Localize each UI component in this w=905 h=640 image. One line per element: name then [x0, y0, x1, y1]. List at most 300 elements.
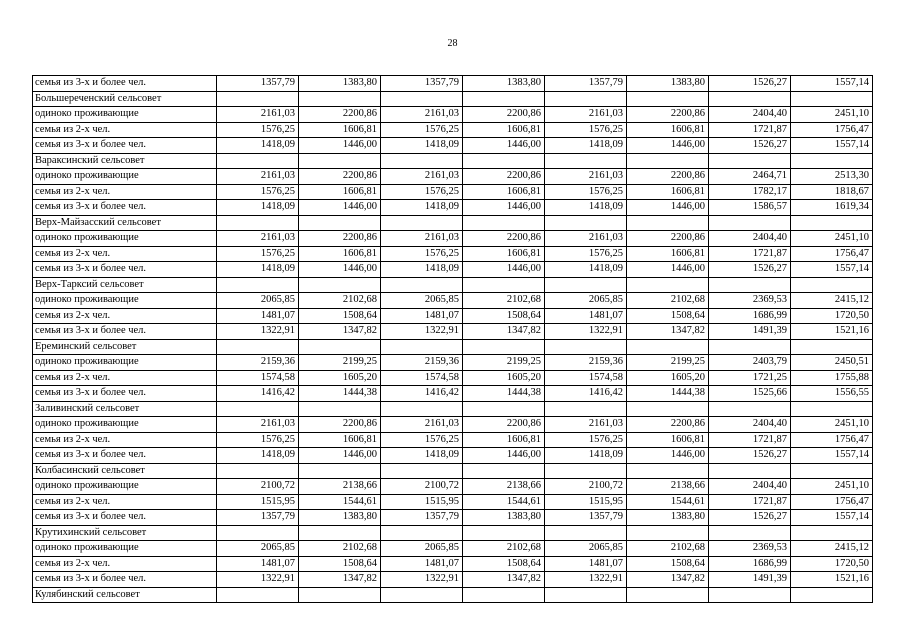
value-cell [791, 339, 873, 355]
value-cell: 2404,40 [709, 417, 791, 433]
value-cell: 2415,12 [791, 541, 873, 557]
value-cell: 2065,85 [217, 541, 299, 557]
section-header-row [33, 587, 873, 603]
value-cell: 2065,85 [381, 541, 463, 557]
value-cell [381, 153, 463, 169]
value-cell: 2451,10 [791, 479, 873, 495]
row-label: одиноко проживающие [33, 107, 217, 123]
value-cell [299, 339, 381, 355]
section-name: Верх-Майзасский сельсовет [33, 215, 217, 231]
value-cell: 1756,47 [791, 122, 873, 138]
value-cell: 1446,00 [627, 262, 709, 278]
value-cell [299, 277, 381, 293]
value-cell: 1446,00 [299, 200, 381, 216]
value-cell: 1508,64 [463, 308, 545, 324]
value-cell [217, 91, 299, 107]
table-row [33, 231, 873, 247]
value-cell [299, 215, 381, 231]
value-cell: 2161,03 [381, 169, 463, 185]
value-cell [463, 401, 545, 417]
value-cell [545, 525, 627, 541]
value-cell: 1576,25 [381, 122, 463, 138]
value-cell: 2102,68 [299, 293, 381, 309]
value-cell: 1720,50 [791, 308, 873, 324]
value-cell: 1606,81 [299, 122, 381, 138]
value-cell [627, 525, 709, 541]
value-cell: 2200,86 [627, 169, 709, 185]
value-cell: 2369,53 [709, 293, 791, 309]
value-cell: 1508,64 [463, 556, 545, 572]
value-cell: 1416,42 [545, 386, 627, 402]
table-row [33, 432, 873, 448]
row-label: одиноко проживающие [33, 355, 217, 371]
value-cell: 1446,00 [627, 138, 709, 154]
value-cell [299, 91, 381, 107]
value-cell: 1526,27 [709, 138, 791, 154]
value-cell: 1357,79 [545, 76, 627, 92]
value-cell: 2161,03 [381, 107, 463, 123]
row-label: семья из 3-х и более чел. [33, 386, 217, 402]
value-cell: 1586,57 [709, 200, 791, 216]
row-label: семья из 2-х чел. [33, 122, 217, 138]
value-cell [791, 525, 873, 541]
row-label: семья из 3-х и более чел. [33, 448, 217, 464]
value-cell: 1576,25 [217, 432, 299, 448]
value-cell: 1418,09 [217, 262, 299, 278]
value-cell: 1418,09 [217, 448, 299, 464]
value-cell: 1576,25 [217, 246, 299, 262]
value-cell: 1418,09 [545, 138, 627, 154]
value-cell [381, 525, 463, 541]
value-cell: 2065,85 [217, 293, 299, 309]
row-label: семья из 2-х чел. [33, 308, 217, 324]
section-header-row [33, 153, 873, 169]
value-cell [463, 587, 545, 603]
value-cell [709, 215, 791, 231]
value-cell: 2200,86 [299, 417, 381, 433]
section-header-row [33, 277, 873, 293]
value-cell [791, 215, 873, 231]
table-row [33, 355, 873, 371]
table-row [33, 556, 873, 572]
value-cell: 1557,14 [791, 76, 873, 92]
value-cell [381, 91, 463, 107]
value-cell: 1576,25 [545, 432, 627, 448]
value-cell: 2404,40 [709, 107, 791, 123]
value-cell: 1446,00 [627, 448, 709, 464]
value-cell: 1357,79 [381, 76, 463, 92]
value-cell: 1515,95 [381, 494, 463, 510]
value-cell: 2100,72 [381, 479, 463, 495]
value-cell: 2161,03 [381, 231, 463, 247]
value-cell: 1574,58 [381, 370, 463, 386]
value-cell: 1446,00 [299, 448, 381, 464]
value-cell: 1721,87 [709, 432, 791, 448]
section-name: Крутихинский сельсовет [33, 525, 217, 541]
value-cell: 1521,16 [791, 324, 873, 340]
value-cell: 1357,79 [217, 76, 299, 92]
table-row [33, 184, 873, 200]
value-cell: 1756,47 [791, 246, 873, 262]
value-cell: 1347,82 [299, 572, 381, 588]
value-cell: 1526,27 [709, 262, 791, 278]
value-cell: 1605,20 [463, 370, 545, 386]
value-cell: 1508,64 [299, 556, 381, 572]
value-cell: 1446,00 [299, 138, 381, 154]
row-label: семья из 3-х и более чел. [33, 76, 217, 92]
value-cell: 1418,09 [381, 448, 463, 464]
value-cell: 1782,17 [709, 184, 791, 200]
value-cell: 2369,53 [709, 541, 791, 557]
value-cell: 1606,81 [463, 432, 545, 448]
value-cell [299, 525, 381, 541]
row-label: одиноко проживающие [33, 169, 217, 185]
table-row [33, 386, 873, 402]
value-cell [381, 215, 463, 231]
value-cell: 2513,30 [791, 169, 873, 185]
value-cell: 1383,80 [463, 510, 545, 526]
value-cell: 1481,07 [217, 308, 299, 324]
value-cell [627, 463, 709, 479]
value-cell: 2451,10 [791, 107, 873, 123]
value-cell: 2200,86 [299, 169, 381, 185]
section-name: Большереченский сельсовет [33, 91, 217, 107]
value-cell: 1347,82 [299, 324, 381, 340]
value-cell: 2200,86 [463, 417, 545, 433]
value-cell: 2065,85 [545, 293, 627, 309]
value-cell: 1619,34 [791, 200, 873, 216]
value-cell: 1606,81 [627, 246, 709, 262]
section-name: Заливинский сельсовет [33, 401, 217, 417]
value-cell [545, 587, 627, 603]
value-cell: 1526,27 [709, 510, 791, 526]
value-cell: 1755,88 [791, 370, 873, 386]
value-cell: 1491,39 [709, 324, 791, 340]
value-cell: 1357,79 [217, 510, 299, 526]
row-label: семья из 3-х и более чел. [33, 262, 217, 278]
row-label: семья из 3-х и более чел. [33, 510, 217, 526]
section-header-row [33, 215, 873, 231]
value-cell: 1347,82 [627, 572, 709, 588]
value-cell: 1544,61 [463, 494, 545, 510]
value-cell [463, 525, 545, 541]
value-cell: 1444,38 [463, 386, 545, 402]
value-cell: 1481,07 [545, 556, 627, 572]
value-cell: 1521,16 [791, 572, 873, 588]
value-cell: 1508,64 [299, 308, 381, 324]
value-cell: 2200,86 [627, 107, 709, 123]
value-cell: 1418,09 [545, 262, 627, 278]
value-cell: 1444,38 [627, 386, 709, 402]
value-cell [627, 91, 709, 107]
value-cell: 2161,03 [545, 417, 627, 433]
value-cell [381, 339, 463, 355]
value-cell [627, 153, 709, 169]
value-cell: 1526,27 [709, 448, 791, 464]
value-cell [791, 153, 873, 169]
value-cell [709, 91, 791, 107]
section-name: Кулябинский сельсовет [33, 587, 217, 603]
value-cell: 1322,91 [217, 572, 299, 588]
row-label: семья из 2-х чел. [33, 494, 217, 510]
value-cell: 1491,39 [709, 572, 791, 588]
value-cell: 2161,03 [545, 107, 627, 123]
table-row [33, 107, 873, 123]
row-label: одиноко проживающие [33, 417, 217, 433]
value-cell: 1383,80 [627, 76, 709, 92]
row-label: семья из 3-х и более чел. [33, 138, 217, 154]
value-cell: 2450,51 [791, 355, 873, 371]
value-cell: 2102,68 [627, 541, 709, 557]
value-cell [381, 587, 463, 603]
value-cell: 1322,91 [381, 324, 463, 340]
row-label: одиноко проживающие [33, 231, 217, 247]
value-cell [463, 277, 545, 293]
value-cell: 2159,36 [545, 355, 627, 371]
value-cell: 1418,09 [381, 262, 463, 278]
table-row [33, 479, 873, 495]
value-cell: 1446,00 [463, 448, 545, 464]
value-cell: 1481,07 [217, 556, 299, 572]
row-label: семья из 2-х чел. [33, 246, 217, 262]
value-cell: 2065,85 [381, 293, 463, 309]
table-row [33, 541, 873, 557]
value-cell: 1383,80 [463, 76, 545, 92]
value-cell: 1508,64 [627, 556, 709, 572]
section-header-row [33, 339, 873, 355]
value-cell: 1347,82 [463, 572, 545, 588]
value-cell: 1721,25 [709, 370, 791, 386]
value-cell: 1606,81 [627, 122, 709, 138]
row-label: семья из 3-х и более чел. [33, 200, 217, 216]
value-cell [791, 463, 873, 479]
row-label: одиноко проживающие [33, 293, 217, 309]
value-cell [709, 277, 791, 293]
table-row [33, 448, 873, 464]
value-cell: 1557,14 [791, 138, 873, 154]
table-row [33, 324, 873, 340]
value-cell: 2161,03 [381, 417, 463, 433]
value-cell: 1606,81 [299, 184, 381, 200]
value-cell [217, 463, 299, 479]
value-cell [299, 463, 381, 479]
value-cell [791, 401, 873, 417]
value-cell: 2161,03 [545, 169, 627, 185]
value-cell: 1508,64 [627, 308, 709, 324]
value-cell [217, 215, 299, 231]
value-cell: 1576,25 [381, 184, 463, 200]
value-cell [381, 401, 463, 417]
value-cell: 1416,42 [381, 386, 463, 402]
value-cell [627, 587, 709, 603]
value-cell: 1481,07 [381, 308, 463, 324]
value-cell: 1515,95 [217, 494, 299, 510]
value-cell [217, 401, 299, 417]
row-label: одиноко проживающие [33, 479, 217, 495]
value-cell [791, 277, 873, 293]
value-cell: 2138,66 [299, 479, 381, 495]
tariff-table [32, 75, 873, 603]
value-cell: 1322,91 [381, 572, 463, 588]
row-label: семья из 2-х чел. [33, 370, 217, 386]
value-cell: 1322,91 [545, 324, 627, 340]
table-row [33, 262, 873, 278]
value-cell: 1418,09 [217, 200, 299, 216]
table-row [33, 122, 873, 138]
value-cell: 2161,03 [217, 417, 299, 433]
value-cell: 1605,20 [299, 370, 381, 386]
value-cell: 2200,86 [463, 107, 545, 123]
value-cell: 1544,61 [627, 494, 709, 510]
value-cell [627, 215, 709, 231]
value-cell: 1446,00 [463, 262, 545, 278]
value-cell: 2404,40 [709, 479, 791, 495]
table-row [33, 200, 873, 216]
value-cell: 1606,81 [463, 122, 545, 138]
value-cell: 2159,36 [217, 355, 299, 371]
value-cell: 1606,81 [463, 184, 545, 200]
value-cell: 1446,00 [299, 262, 381, 278]
value-cell: 2200,86 [463, 169, 545, 185]
value-cell: 2102,68 [627, 293, 709, 309]
value-cell: 2102,68 [463, 293, 545, 309]
value-cell [545, 215, 627, 231]
value-cell: 1686,99 [709, 556, 791, 572]
value-cell [545, 153, 627, 169]
value-cell: 1322,91 [545, 572, 627, 588]
value-cell: 1818,67 [791, 184, 873, 200]
value-cell: 1544,61 [299, 494, 381, 510]
value-cell: 2138,66 [463, 479, 545, 495]
value-cell: 1606,81 [463, 246, 545, 262]
value-cell: 1481,07 [381, 556, 463, 572]
value-cell: 1526,27 [709, 76, 791, 92]
value-cell: 1357,79 [545, 510, 627, 526]
value-cell: 1606,81 [299, 432, 381, 448]
value-cell: 1515,95 [545, 494, 627, 510]
value-cell: 1446,00 [463, 138, 545, 154]
value-cell: 2161,03 [217, 231, 299, 247]
value-cell: 1756,47 [791, 432, 873, 448]
table-row [33, 417, 873, 433]
table-row [33, 246, 873, 262]
value-cell [545, 277, 627, 293]
value-cell: 1576,25 [217, 122, 299, 138]
value-cell: 2415,12 [791, 293, 873, 309]
value-cell [463, 153, 545, 169]
value-cell: 1347,82 [627, 324, 709, 340]
section-header-row [33, 525, 873, 541]
value-cell [545, 339, 627, 355]
row-label: семья из 2-х чел. [33, 184, 217, 200]
section-header-row [33, 463, 873, 479]
value-cell [627, 339, 709, 355]
page-number: 28 [447, 38, 458, 49]
section-header-row [33, 91, 873, 107]
section-name: Колбасинский сельсовет [33, 463, 217, 479]
value-cell: 1383,80 [299, 510, 381, 526]
value-cell: 1576,25 [217, 184, 299, 200]
value-cell: 1574,58 [545, 370, 627, 386]
value-cell: 2200,86 [299, 231, 381, 247]
table-row [33, 76, 873, 92]
value-cell [299, 401, 381, 417]
value-cell: 1605,20 [627, 370, 709, 386]
value-cell: 2464,71 [709, 169, 791, 185]
value-cell: 2100,72 [217, 479, 299, 495]
row-label: семья из 2-х чел. [33, 556, 217, 572]
row-label: семья из 2-х чел. [33, 432, 217, 448]
value-cell [709, 463, 791, 479]
value-cell [381, 463, 463, 479]
value-cell: 1556,55 [791, 386, 873, 402]
value-cell [791, 91, 873, 107]
value-cell: 2102,68 [463, 541, 545, 557]
value-cell: 2200,86 [463, 231, 545, 247]
value-cell [545, 91, 627, 107]
value-cell: 1444,38 [299, 386, 381, 402]
table-row [33, 494, 873, 510]
value-cell [709, 587, 791, 603]
value-cell: 1322,91 [217, 324, 299, 340]
value-cell: 2200,86 [627, 417, 709, 433]
value-cell: 2200,86 [627, 231, 709, 247]
value-cell: 1721,87 [709, 246, 791, 262]
value-cell [463, 339, 545, 355]
table-row [33, 572, 873, 588]
value-cell: 1721,87 [709, 122, 791, 138]
value-cell: 1418,09 [381, 200, 463, 216]
value-cell [299, 153, 381, 169]
section-name: Вараксинский сельсовет [33, 153, 217, 169]
value-cell [545, 401, 627, 417]
value-cell [217, 525, 299, 541]
value-cell: 1446,00 [463, 200, 545, 216]
value-cell: 2403,79 [709, 355, 791, 371]
value-cell: 2161,03 [545, 231, 627, 247]
row-label: семья из 3-х и более чел. [33, 572, 217, 588]
row-label: семья из 3-х и более чел. [33, 324, 217, 340]
value-cell: 1720,50 [791, 556, 873, 572]
value-cell: 2161,03 [217, 107, 299, 123]
row-label: одиноко проживающие [33, 541, 217, 557]
value-cell: 1576,25 [545, 184, 627, 200]
value-cell [463, 215, 545, 231]
value-cell [217, 277, 299, 293]
table-row [33, 510, 873, 526]
value-cell [627, 401, 709, 417]
section-name: Ереминский сельсовет [33, 339, 217, 355]
section-name: Верх-Тарксий сельсовет [33, 277, 217, 293]
value-cell: 2451,10 [791, 231, 873, 247]
value-cell: 2100,72 [545, 479, 627, 495]
value-cell: 2199,25 [627, 355, 709, 371]
value-cell: 1721,87 [709, 494, 791, 510]
value-cell: 1606,81 [627, 432, 709, 448]
value-cell: 1347,82 [463, 324, 545, 340]
value-cell [217, 153, 299, 169]
value-cell [545, 463, 627, 479]
table-row [33, 370, 873, 386]
section-header-row [33, 401, 873, 417]
value-cell: 1606,81 [299, 246, 381, 262]
value-cell: 1525,66 [709, 386, 791, 402]
value-cell: 2199,25 [299, 355, 381, 371]
value-cell: 1416,42 [217, 386, 299, 402]
tariff-table-body [33, 76, 873, 603]
value-cell: 1418,09 [545, 448, 627, 464]
value-cell [217, 339, 299, 355]
